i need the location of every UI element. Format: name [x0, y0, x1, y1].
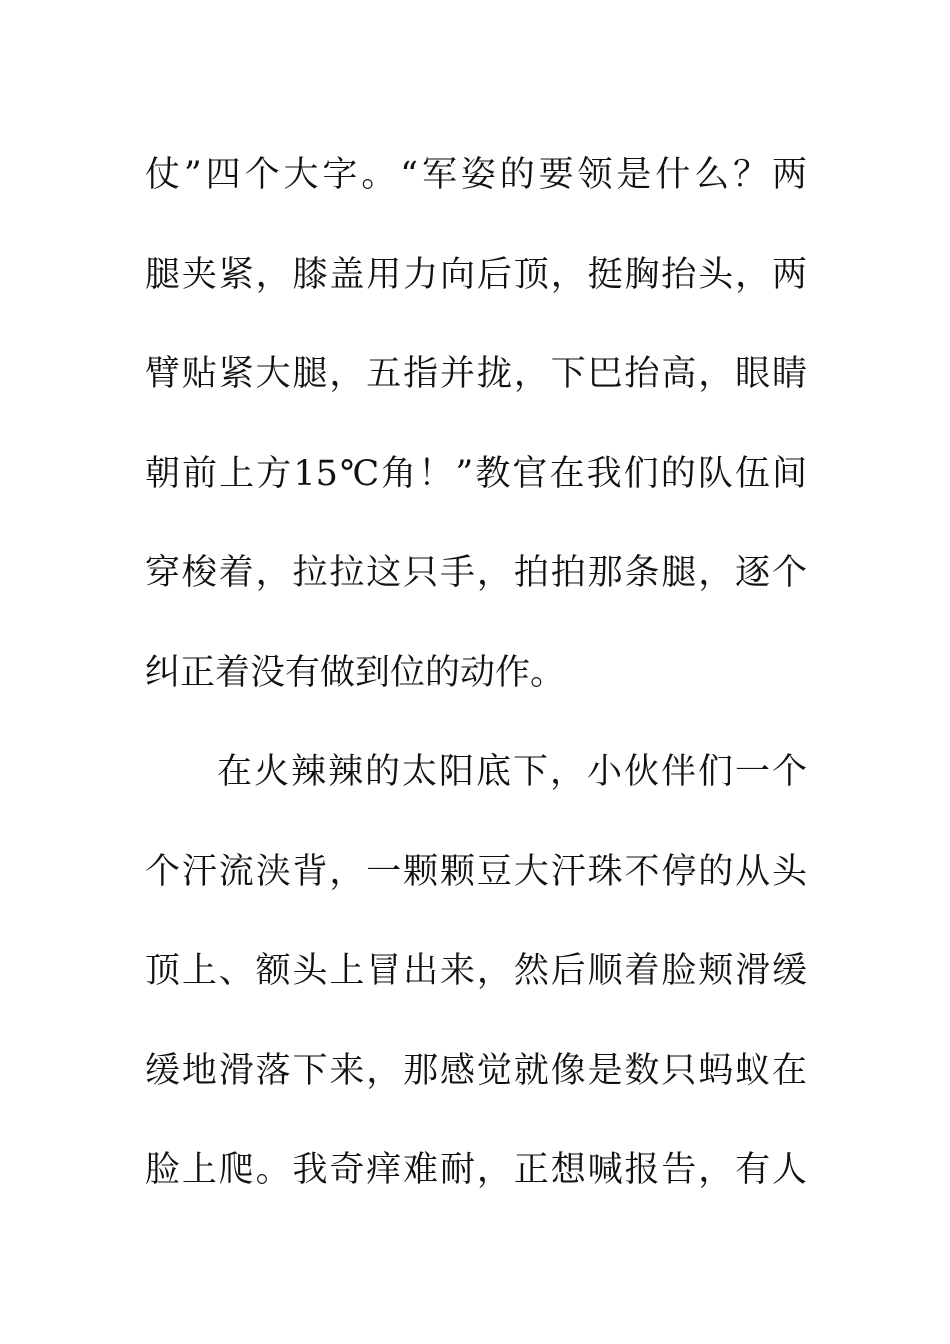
text-line: 顶上、额头上冒出来，然后顺着脸颊滑缓: [145, 951, 807, 991]
text-line: 个汗流浃背，一颗颗豆大汗珠不停的从头: [145, 851, 807, 892]
text-line: 朝前上方15℃角！”教官在我们的队伍间: [145, 453, 807, 494]
text-line: 腿夹紧，膝盖用力向后顶，挺胸抬头，两: [145, 254, 807, 295]
text-line: 脸上爬。我奇痒难耐，正想喊报告，有人: [145, 1150, 807, 1190]
text-line: 穿梭着，拉拉这只手，拍拍那条腿，逐个: [145, 553, 807, 593]
text-line: 缓地滑落下来，那感觉就像是数只蚂蚁在: [145, 1050, 807, 1091]
text-line: 仗”四个大字。“军姿的要领是什么？两: [145, 155, 807, 195]
text-line: 纠正着没有做到位的动作。: [145, 652, 566, 693]
body-text: [145, 126, 807, 1221]
text-line: 臂贴紧大腿，五指并拢，下巴抬高，眼睛: [145, 354, 807, 394]
paragraph-first-line: 在火辣辣的太阳底下，小伙伴们一个: [217, 752, 807, 792]
